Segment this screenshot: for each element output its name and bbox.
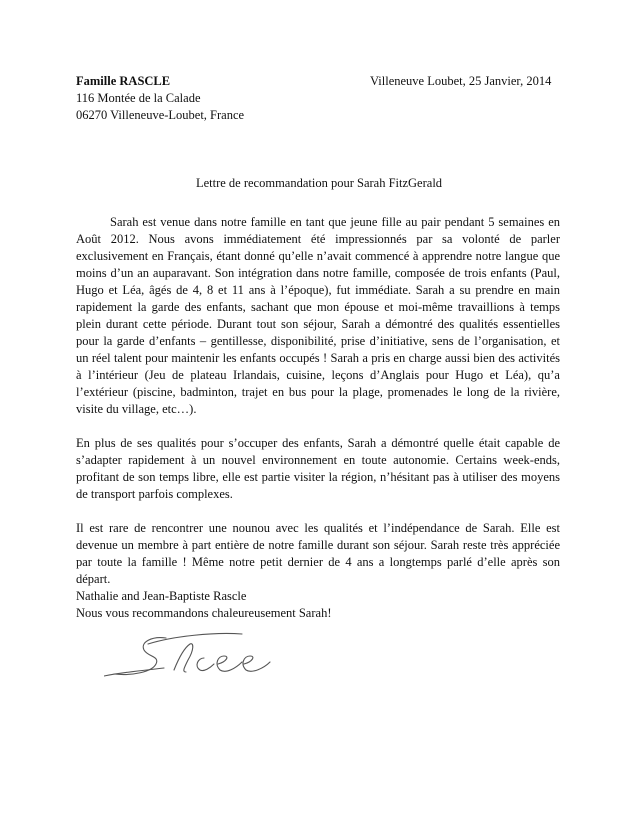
sender-name: Famille RASCLE [76,74,171,88]
handwritten-signature [104,630,274,685]
sender-address-line1: 116 Montée de la Calade [76,91,201,105]
sender-address-line2: 06270 Villeneuve-Loubet, France [76,108,245,122]
sender-block [76,73,244,124]
place-and-date: Villeneuve Loubet, 25 Janvier, 2014 [370,74,552,88]
letter-body [76,214,560,639]
letter-subject: Lettre de recommandation pour Sarah FitzGerald [195,176,443,190]
body-paragraph-3: Il est rare de rencontrer une nounou avec les qualités et l’indépendance de Sarah. Elle est devenue un membre à part entière de notre famille durant son séjour. Sarah reste très appréciée par toute la famille ! Même notre petit dernier de 4 ans a longtemps parlé d’elle après son départ. [76,521,560,586]
body-paragraph-1: Sarah est venue dans notre famille en tant que jeune fille au pair pendant 5 semaines en Août 2012. Nous avons immédiatement été impressionnés par sa volonté de parler exclusivement en Français, étant donné qu’elle n’avait commencé à apprendre notre langue que moins d’un an auparavant. Son intégration dans notre famille, composée de trois enfants (Paul, Hugo et Léa, âgés de 4, 8 et 11 ans à l’époque), fut immédiate. Sarah a su prendre en main rapidement la garde des enfants, sachant que mon épouse et moi-même travaillions à temps plein durant cette période. Durant tout son séjour, Sarah a démontré des qualités essentielles pour la garde d’enfants – gentillesse, disponibilité, prise d’initiative, sens de l’organisation, et un réel talent pour maintenir les enfants occupés ! Sarah a pris en charge aussi bien des activités à l’intérieur (Jeu de plateau Irlandais, cuisine, leçons d’Anglais pour Hugo et Léa), qu’a l’extérieur (piscine, badminton, trajet en bus pour la plage, promenades le long de la rivière, visite du village, etc…). [76,215,560,416]
body-paragraph-4: Nous vous recommandons chaleureusement Sarah! [76,606,332,620]
body-paragraph-2: En plus de ses qualités pour s’occuper des enfants, Sarah a démontré quelle était capable de s’adapter rapidement à un nouvel environnement en toute autonomie. Certains week-ends, profitant de son temps libre, elle est partie visiter la région, n’hésitant pas à utiliser des moyens de transport parfois complexes. [76,436,560,501]
signatories: Nathalie and Jean-Baptiste Rascle [76,589,247,603]
